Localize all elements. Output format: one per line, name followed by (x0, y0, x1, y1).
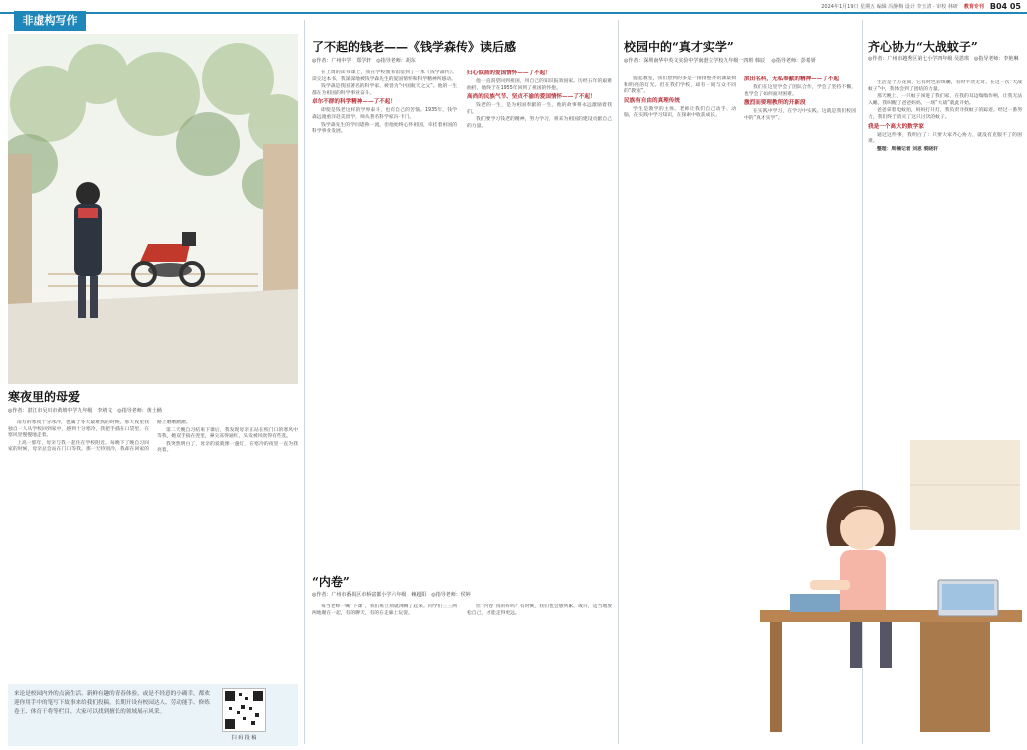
page-meta (821, 2, 1021, 11)
article-title: 了不起的钱老——《钱学森传》读后感 (312, 40, 517, 54)
editor-credit: 整理：周楠记者 刘思 裘晓轩 (877, 146, 938, 152)
paragraph: 第二天晚自习结束下课后，我发现母亲正站在校门口的寒风中等我。她双手揣在兜里，鼻尖冻得通红，头发被风吹得有些乱。 (157, 427, 298, 440)
subheading: 卓尔不群的科学精神——了不起！ (312, 99, 396, 106)
promo-text: 来论是校园内外的点滴生活、新鲜有趣的青春体验，或是不经意的小确幸，都欢迎你用手中的笔写下故事来给我们投稿。长期开设有校园达人、劳动能手、修炼卷王、体育干将等栏目，大家可以找到擅长的领域展示风采。 (14, 691, 210, 715)
accent-label: 教育专刊 (963, 4, 984, 10)
subheading: 高尚的民族气节、坚贞不渝的爱国情怀——了不起！ (467, 94, 596, 101)
winter-illustration (8, 34, 298, 384)
paragraph: 南方的寒夜十分冰冷，也属于冬天最难熬的时候。那天夜里我独自一人从学校回到家中，感到十分寒冷，我把手插在口袋里，在寒风里慢慢地走着。 (8, 420, 149, 439)
subheading: 民族有自由的真理传统 (624, 97, 680, 104)
article-byline: ◎作者：广州市越秀区第七小学四年级 吴恩琪 ◎指导老师：李艳琳 (868, 56, 1019, 62)
paragraph: 我们要学习钱老的精神，努力学习，将来为祖国的建设贡献自己的力量。 (467, 117, 612, 129)
article-title: 齐心协力“大战蚊子” (868, 40, 978, 54)
article-byline: ◎作者：广州中学 郑学轩 ◎指导老师：胡东 (312, 58, 416, 64)
paragraph: 通过这件事，我明白了：只要大家齐心协力，就没有克服不了的困难。 (868, 132, 1022, 145)
paragraph: 学生是教学的主体。老师让我们自己动手、动脑，在实践中学习知识，在探索中收获成长。 (624, 106, 736, 119)
paragraph: 那天晚上，一只蚊子闯进了我们家，在我的耳边嗡嗡作响，让我无法入睡。我叫醒了爸爸妈妈，一场“大战”就此开始。 (868, 94, 1022, 106)
qr-code[interactable] (222, 688, 266, 732)
paragraph: 在实践中学习，在学习中实践。这就是我们校园中的“真才实学”。 (744, 109, 856, 121)
article-body (312, 70, 612, 558)
paragraph: 他一直渴望回到祖国，用自己的知识报效国家。历经五年的艰难曲折，他终于在1955年回到了祖国的怀抱。 (467, 79, 612, 91)
issue-info: 2024年1月19日 星期五 编辑 冯静梅 设计 李玉清 · 审校 林研 (821, 4, 958, 10)
subheading: 我是一个高大的数学家 (868, 123, 924, 130)
subheading: 激烈而要理教所的开新段 (744, 100, 806, 107)
promo-box (8, 684, 298, 746)
article-title: “内卷” (312, 575, 350, 589)
paragraph: 钱学森是我国著名的科学家，被誉为“中国航天之父”。他的一生都在为祖国的科学事业奋斗。 (312, 84, 457, 96)
article-title: 校园中的“真才实学” (624, 40, 734, 54)
paragraph: 生活是个万花筒，它有时色彩斑斓，有时平淡无奇。在这一次“大战蚊子”中，我体会到了团结的力量。 (868, 80, 1022, 92)
subheading: 归心似箭的爱国情怀——了不起！ (467, 70, 551, 76)
paragraph: 钱学森先生的学问堪称一流，但他始终心怀祖国，牵挂着祖国的科学事业发展。 (312, 122, 457, 135)
paragraph: 在上周的读书课上，我在学校图书馆借到了一本《钱学森传》。读完这本书，我深深地被钱学森先生的爱国情怀和科学精神所感动。 (312, 70, 457, 82)
paragraph: 即使是钱老这样的学界泰斗，也有自己的苦恼。1935年，钱学森远渡重洋赴美留学，师从著名科学家冯·卡门。 (312, 108, 457, 120)
subheading: 滨田名科，无私奉献的精神——了不起 (744, 76, 840, 82)
qr-code-image (223, 689, 265, 731)
paragraph: 但“内卷”真的好吗？有时候，我们也会感到累。或许，适当地放松自己，才能走得更远。 (467, 604, 612, 616)
column-divider (618, 20, 619, 744)
article-byline: ◎作者：深圳南华中英文实验中学南澄立学校九年级一四班 韩辰 ◎指导老师：彭希妍 (624, 58, 816, 64)
article-body (312, 604, 612, 744)
article-body (8, 420, 298, 682)
page-number: B04 05 (989, 2, 1021, 11)
article-byline: ◎作者：湛江市吴川市黄坡中学九年级 李靖文 ◎指导老师：黄土桶 (8, 408, 162, 414)
paragraph: 每当老师一喊“下课”，我们班立刻就沸腾了起来。同学们三三两两地聚在一起，有的聊天，有的在走廊上玩耍。 (312, 604, 457, 616)
paragraph: 我突然明白了，母亲的爱就像一盏灯，在寒冷的夜里一直为我亮着。 (157, 441, 298, 454)
article-byline: ◎作者：广州市番禺区市桥富都小学六年级 赖超阳 ◎指导老师：侯婷 (312, 592, 471, 598)
paragraph: 提起教室，我们想到的多是一排排整齐的课桌椅和明亮的灯光。但在我们学校，却有一间与众不同的“教室”。 (624, 76, 736, 95)
article-title: 寒夜里的母爱 (8, 390, 81, 404)
paragraph: 爸爸拿着电蚊拍，妈妈打开灯，我负责寻找蚊子的踪迹。经过一番努力，我们终于消灭了这只讨厌的蚊子。 (868, 108, 1022, 120)
winter-scene-image (8, 34, 298, 384)
article-body (868, 80, 1022, 420)
column-divider (304, 20, 305, 744)
girl-at-desk-illustration (760, 430, 1022, 746)
paragraph: 我们在这里学会了团队合作，学会了坚持不懈，也学会了如何面对困难。 (744, 85, 856, 97)
girl-at-desk-image (760, 430, 1022, 746)
column-tag: 非虚构写作 (14, 11, 86, 31)
paragraph: 上高一那年，母亲与我一起住在学校附近。每晚下了晚自习回家的时候，母亲总会站在门口等我。那一天特别冷，我却在回家的路上磨磨蹭蹭。 (8, 420, 191, 453)
qr-caption: 扫 码 投 稿 (231, 735, 257, 741)
paragraph: 钱老的一生，是为祖国奉献的一生。他的故事将永远激励着我们。 (467, 103, 612, 115)
